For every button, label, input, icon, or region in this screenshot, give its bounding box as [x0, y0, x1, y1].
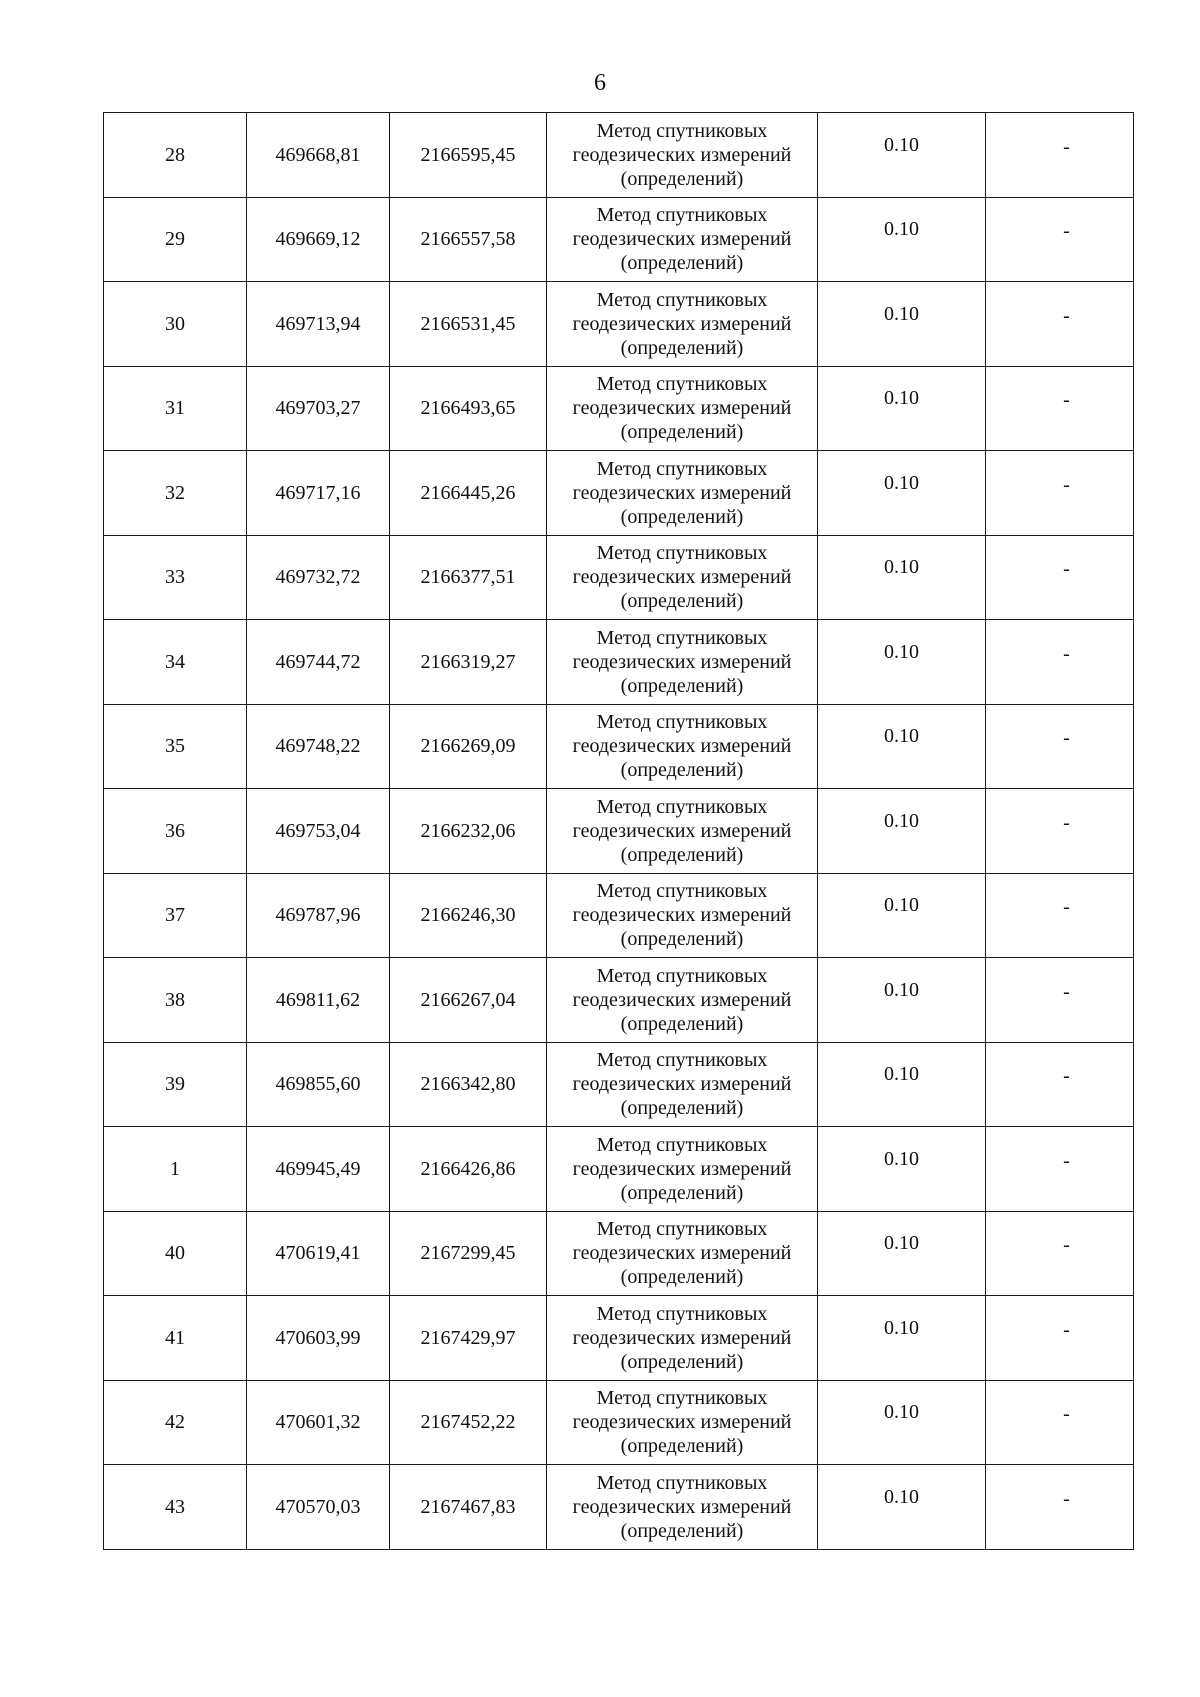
method-cell — [547, 1465, 818, 1550]
method-text-line: (определений) — [620, 421, 744, 444]
note-cell — [986, 1042, 1134, 1127]
method-cell — [547, 1211, 818, 1296]
y-coordinate-cell: 2166267,04 — [390, 958, 547, 1043]
method-text-line: (определений) — [620, 928, 744, 951]
method-text-line: Метод спутниковых — [596, 964, 768, 987]
accuracy-value: 0.10 — [884, 894, 919, 917]
note-value: - — [1063, 1065, 1070, 1088]
point-number-cell: 41 — [104, 1296, 247, 1381]
accuracy-cell — [818, 958, 986, 1043]
x-coordinate-cell: 469703,27 — [247, 366, 390, 451]
accuracy-value: 0.10 — [884, 133, 919, 156]
point-number-cell: 30 — [104, 282, 247, 367]
method-text-line: Метод спутниковых — [596, 1133, 768, 1156]
point-number-cell: 29 — [104, 197, 247, 282]
table-body — [104, 113, 1134, 1550]
y-coordinate-cell: 2166319,27 — [390, 620, 547, 705]
x-coordinate-cell: 469855,60 — [247, 1042, 390, 1127]
x-coordinate-cell: 470601,32 — [247, 1380, 390, 1465]
note-cell — [986, 1211, 1134, 1296]
note-value: - — [1063, 896, 1070, 919]
method-text-line: геодезических измерений — [572, 481, 792, 504]
method-cell — [547, 366, 818, 451]
x-coordinate-cell: 469668,81 — [247, 113, 390, 198]
method-text-line: геодезических измерений — [572, 904, 792, 927]
method-text-line: (определений) — [620, 505, 744, 528]
x-coordinate-cell: 469717,16 — [247, 451, 390, 536]
accuracy-cell — [818, 451, 986, 536]
note-value: - — [1063, 304, 1070, 327]
accuracy-value: 0.10 — [884, 640, 919, 663]
point-number-cell: 40 — [104, 1211, 247, 1296]
note-cell — [986, 1296, 1134, 1381]
table-row — [104, 704, 1134, 789]
y-coordinate-cell: 2167429,97 — [390, 1296, 547, 1381]
point-number-cell: 43 — [104, 1465, 247, 1550]
method-text-line: Метод спутниковых — [596, 119, 768, 142]
method-text-line: геодезических измерений — [572, 1326, 792, 1349]
table-row — [104, 789, 1134, 874]
accuracy-value: 0.10 — [884, 1316, 919, 1339]
point-number-cell: 37 — [104, 873, 247, 958]
y-coordinate-cell: 2166342,80 — [390, 1042, 547, 1127]
x-coordinate-cell: 469732,72 — [247, 535, 390, 620]
method-text-line: (определений) — [620, 167, 744, 190]
accuracy-cell — [818, 620, 986, 705]
accuracy-cell — [818, 1127, 986, 1212]
note-value: - — [1063, 1487, 1070, 1510]
x-coordinate-cell: 469787,96 — [247, 873, 390, 958]
point-number-cell: 39 — [104, 1042, 247, 1127]
method-text-line: геодезических измерений — [572, 735, 792, 758]
method-text-line: Метод спутниковых — [596, 795, 768, 818]
method-text-line: (определений) — [620, 674, 744, 697]
accuracy-value: 0.10 — [884, 1485, 919, 1508]
note-value: - — [1063, 1318, 1070, 1341]
note-cell — [986, 620, 1134, 705]
accuracy-value: 0.10 — [884, 302, 919, 325]
x-coordinate-cell: 469669,12 — [247, 197, 390, 282]
method-cell — [547, 113, 818, 198]
method-text-line: геодезических измерений — [572, 988, 792, 1011]
y-coordinate-cell: 2166531,45 — [390, 282, 547, 367]
x-coordinate-cell: 470603,99 — [247, 1296, 390, 1381]
method-cell — [547, 1127, 818, 1212]
method-cell — [547, 1042, 818, 1127]
y-coordinate-cell: 2166246,30 — [390, 873, 547, 958]
note-value: - — [1063, 558, 1070, 581]
method-text-line: (определений) — [620, 590, 744, 613]
method-text-line: (определений) — [620, 1012, 744, 1035]
y-coordinate-cell: 2166445,26 — [390, 451, 547, 536]
y-coordinate-cell: 2166377,51 — [390, 535, 547, 620]
table-row — [104, 873, 1134, 958]
note-value: - — [1063, 389, 1070, 412]
point-number-cell: 1 — [104, 1127, 247, 1212]
x-coordinate-cell: 469945,49 — [247, 1127, 390, 1212]
point-number-cell: 34 — [104, 620, 247, 705]
method-text-line: геодезических измерений — [572, 1242, 792, 1265]
note-cell — [986, 197, 1134, 282]
accuracy-cell — [818, 113, 986, 198]
y-coordinate-cell: 2167467,83 — [390, 1465, 547, 1550]
method-text-line: геодезических измерений — [572, 1073, 792, 1096]
accuracy-cell — [818, 704, 986, 789]
note-cell — [986, 1127, 1134, 1212]
x-coordinate-cell: 470570,03 — [247, 1465, 390, 1550]
method-text-line: геодезических измерений — [572, 566, 792, 589]
method-text-line: Метод спутниковых — [596, 1049, 768, 1072]
method-text-line: Метод спутниковых — [596, 1218, 768, 1241]
point-number-cell: 31 — [104, 366, 247, 451]
y-coordinate-cell: 2167452,22 — [390, 1380, 547, 1465]
note-value: - — [1063, 135, 1070, 158]
note-cell — [986, 535, 1134, 620]
method-text-line: (определений) — [620, 1350, 744, 1373]
note-value: - — [1063, 1149, 1070, 1172]
method-text-line: Метод спутниковых — [596, 1471, 768, 1494]
table-row — [104, 1465, 1134, 1550]
method-text-line: Метод спутниковых — [596, 204, 768, 227]
method-text-line: геодезических измерений — [572, 1495, 792, 1518]
y-coordinate-cell: 2167299,45 — [390, 1211, 547, 1296]
method-cell — [547, 282, 818, 367]
point-number-cell: 42 — [104, 1380, 247, 1465]
table-row — [104, 113, 1134, 198]
accuracy-value: 0.10 — [884, 725, 919, 748]
method-text-line: (определений) — [620, 336, 744, 359]
accuracy-cell — [818, 197, 986, 282]
method-text-line: Метод спутниковых — [596, 1302, 768, 1325]
method-cell — [547, 789, 818, 874]
table-row — [104, 366, 1134, 451]
accuracy-cell — [818, 366, 986, 451]
coordinates-table — [103, 112, 1134, 1550]
accuracy-value: 0.10 — [884, 978, 919, 1001]
accuracy-value: 0.10 — [884, 1401, 919, 1424]
method-cell — [547, 958, 818, 1043]
note-cell — [986, 873, 1134, 958]
x-coordinate-cell: 469811,62 — [247, 958, 390, 1043]
x-coordinate-cell: 469753,04 — [247, 789, 390, 874]
table-row — [104, 1042, 1134, 1127]
y-coordinate-cell: 2166557,58 — [390, 197, 547, 282]
note-value: - — [1063, 1403, 1070, 1426]
y-coordinate-cell: 2166595,45 — [390, 113, 547, 198]
table-row — [104, 958, 1134, 1043]
method-cell — [547, 197, 818, 282]
point-number-cell: 35 — [104, 704, 247, 789]
point-number-cell: 33 — [104, 535, 247, 620]
note-value: - — [1063, 1234, 1070, 1257]
method-text-line: (определений) — [620, 1435, 744, 1458]
table-row — [104, 1380, 1134, 1465]
note-cell — [986, 113, 1134, 198]
table-row — [104, 197, 1134, 282]
method-text-line: Метод спутниковых — [596, 711, 768, 734]
method-text-line: (определений) — [620, 1519, 744, 1542]
x-coordinate-cell: 470619,41 — [247, 1211, 390, 1296]
method-text-line: (определений) — [620, 843, 744, 866]
accuracy-cell — [818, 789, 986, 874]
note-value: - — [1063, 980, 1070, 1003]
note-cell — [986, 1380, 1134, 1465]
method-cell — [547, 704, 818, 789]
note-value: - — [1063, 727, 1070, 750]
point-number-cell: 36 — [104, 789, 247, 874]
accuracy-value: 0.10 — [884, 556, 919, 579]
accuracy-cell — [818, 1211, 986, 1296]
accuracy-value: 0.10 — [884, 809, 919, 832]
y-coordinate-cell: 2166269,09 — [390, 704, 547, 789]
method-text-line: геодезических измерений — [572, 1157, 792, 1180]
accuracy-value: 0.10 — [884, 1147, 919, 1170]
method-text-line: (определений) — [620, 1097, 744, 1120]
point-number-cell: 28 — [104, 113, 247, 198]
note-cell — [986, 1465, 1134, 1550]
note-cell — [986, 451, 1134, 536]
point-number-cell: 38 — [104, 958, 247, 1043]
method-text-line: геодезических измерений — [572, 143, 792, 166]
accuracy-value: 0.10 — [884, 1232, 919, 1255]
method-cell — [547, 1380, 818, 1465]
accuracy-cell — [818, 535, 986, 620]
table-row — [104, 1211, 1134, 1296]
table-row — [104, 451, 1134, 536]
accuracy-value: 0.10 — [884, 1063, 919, 1086]
method-text-line: (определений) — [620, 759, 744, 782]
table-row — [104, 282, 1134, 367]
point-number-cell: 32 — [104, 451, 247, 536]
method-text-line: геодезических измерений — [572, 1411, 792, 1434]
method-text-line: геодезических измерений — [572, 228, 792, 251]
note-value: - — [1063, 811, 1070, 834]
method-cell — [547, 1296, 818, 1381]
table-row — [104, 1127, 1134, 1212]
accuracy-cell — [818, 1296, 986, 1381]
method-text-line: Метод спутниковых — [596, 373, 768, 396]
method-text-line: геодезических измерений — [572, 819, 792, 842]
method-text-line: (определений) — [620, 252, 744, 275]
table-row — [104, 535, 1134, 620]
accuracy-cell — [818, 873, 986, 958]
note-cell — [986, 282, 1134, 367]
x-coordinate-cell: 469713,94 — [247, 282, 390, 367]
note-cell — [986, 958, 1134, 1043]
accuracy-value: 0.10 — [884, 218, 919, 241]
x-coordinate-cell: 469748,22 — [247, 704, 390, 789]
method-text-line: (определений) — [620, 1266, 744, 1289]
y-coordinate-cell: 2166232,06 — [390, 789, 547, 874]
method-text-line: геодезических измерений — [572, 650, 792, 673]
note-value: - — [1063, 220, 1070, 243]
note-value: - — [1063, 473, 1070, 496]
method-cell — [547, 873, 818, 958]
method-text-line: Метод спутниковых — [596, 1387, 768, 1410]
method-cell — [547, 535, 818, 620]
method-cell — [547, 620, 818, 705]
accuracy-cell — [818, 1465, 986, 1550]
method-text-line: Метод спутниковых — [596, 880, 768, 903]
method-text-line: геодезических измерений — [572, 397, 792, 420]
method-text-line: Метод спутниковых — [596, 626, 768, 649]
note-cell — [986, 366, 1134, 451]
table-row — [104, 1296, 1134, 1381]
method-text-line: Метод спутниковых — [596, 288, 768, 311]
method-text-line: геодезических измерений — [572, 312, 792, 335]
note-value: - — [1063, 642, 1070, 665]
method-text-line: (определений) — [620, 1181, 744, 1204]
x-coordinate-cell: 469744,72 — [247, 620, 390, 705]
method-cell — [547, 451, 818, 536]
page-number: 6 — [594, 70, 606, 96]
method-text-line: Метод спутниковых — [596, 542, 768, 565]
method-text-line: Метод спутниковых — [596, 457, 768, 480]
accuracy-value: 0.10 — [884, 387, 919, 410]
note-cell — [986, 704, 1134, 789]
table-row — [104, 620, 1134, 705]
note-cell — [986, 789, 1134, 874]
accuracy-cell — [818, 282, 986, 367]
accuracy-cell — [818, 1042, 986, 1127]
accuracy-cell — [818, 1380, 986, 1465]
y-coordinate-cell: 2166426,86 — [390, 1127, 547, 1212]
accuracy-value: 0.10 — [884, 471, 919, 494]
y-coordinate-cell: 2166493,65 — [390, 366, 547, 451]
